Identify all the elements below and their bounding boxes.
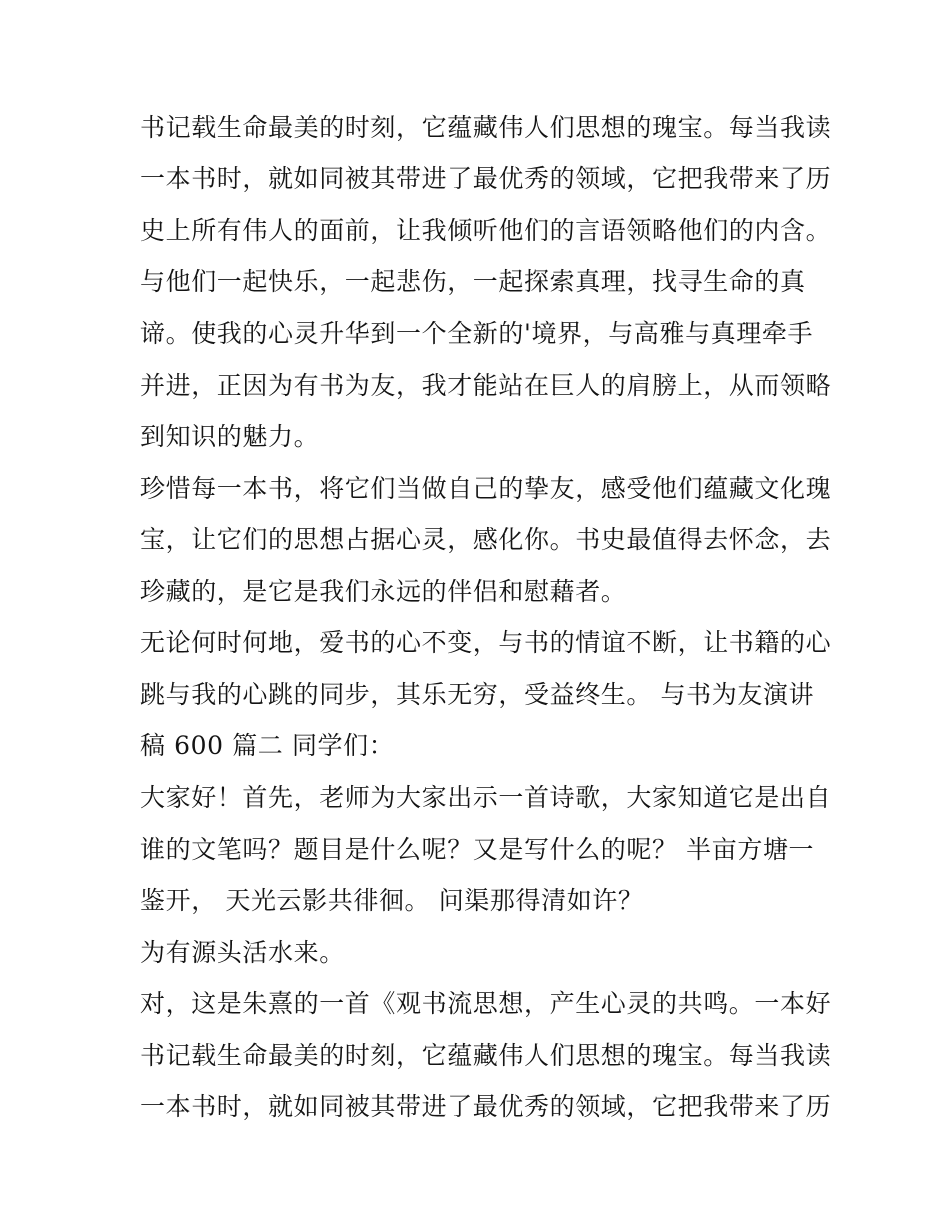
text-line: 一本书时，就如同被其带进了最优秀的领域，它把我带来了历 bbox=[140, 1092, 832, 1121]
text-line: 无论何时何地，爱书的心不变，与书的情谊不断，让书籍的心 bbox=[140, 628, 832, 657]
text-line: 宝，让它们的思想占据心灵，感化你。书史最值得去怀念，去 bbox=[140, 525, 832, 554]
text-line: 跳与我的心跳的同步，其乐无穷，受益终生。 与书为友演讲 bbox=[140, 680, 815, 709]
text-line: 稿 600 篇二 同学们： bbox=[140, 731, 395, 760]
text-line: 谛。使我的心灵升华到一个全新的'境界，与高雅与真理牵手 bbox=[140, 319, 814, 348]
text-line: 珍藏的，是它是我们永远的伴侣和慰藉者。 bbox=[140, 577, 627, 606]
text-line: 鉴开， 天光云影共徘徊。 问渠那得清如许？ bbox=[140, 886, 644, 915]
text-line: 谁的文笔吗？题目是什么呢？又是写什么的呢？ 半亩方塘一 bbox=[140, 835, 815, 864]
text-line: 书记载生命最美的时刻，它蕴藏伟人们思想的瑰宝。每当我读 bbox=[140, 113, 832, 142]
text-line: 为有源头活水来。 bbox=[140, 938, 345, 967]
text-line: 史上所有伟人的面前，让我倾听他们的言语领略他们的内含。 bbox=[140, 216, 832, 245]
text-line: 并进，正因为有书为友，我才能站在巨人的肩膀上，从而领略 bbox=[140, 371, 832, 400]
text-line: 珍惜每一本书，将它们当做自己的挚友，感受他们蕴藏文化瑰 bbox=[140, 474, 832, 503]
text-line: 到知识的魅力。 bbox=[140, 422, 320, 451]
text-line: 对，这是朱熹的一首《观书流思想，产生心灵的共鸣。一本好 bbox=[140, 989, 832, 1018]
text-line: 书记载生命最美的时刻，它蕴藏伟人们思想的瑰宝。每当我读 bbox=[140, 1041, 832, 1070]
text-line: 一本书时，就如同被其带进了最优秀的领域，它把我带来了历 bbox=[140, 164, 832, 193]
text-line: 大家好！首先，老师为大家出示一首诗歌，大家知道它是出自 bbox=[140, 783, 832, 812]
text-line: 与他们一起快乐，一起悲伤，一起探索真理，找寻生命的真 bbox=[140, 267, 806, 296]
